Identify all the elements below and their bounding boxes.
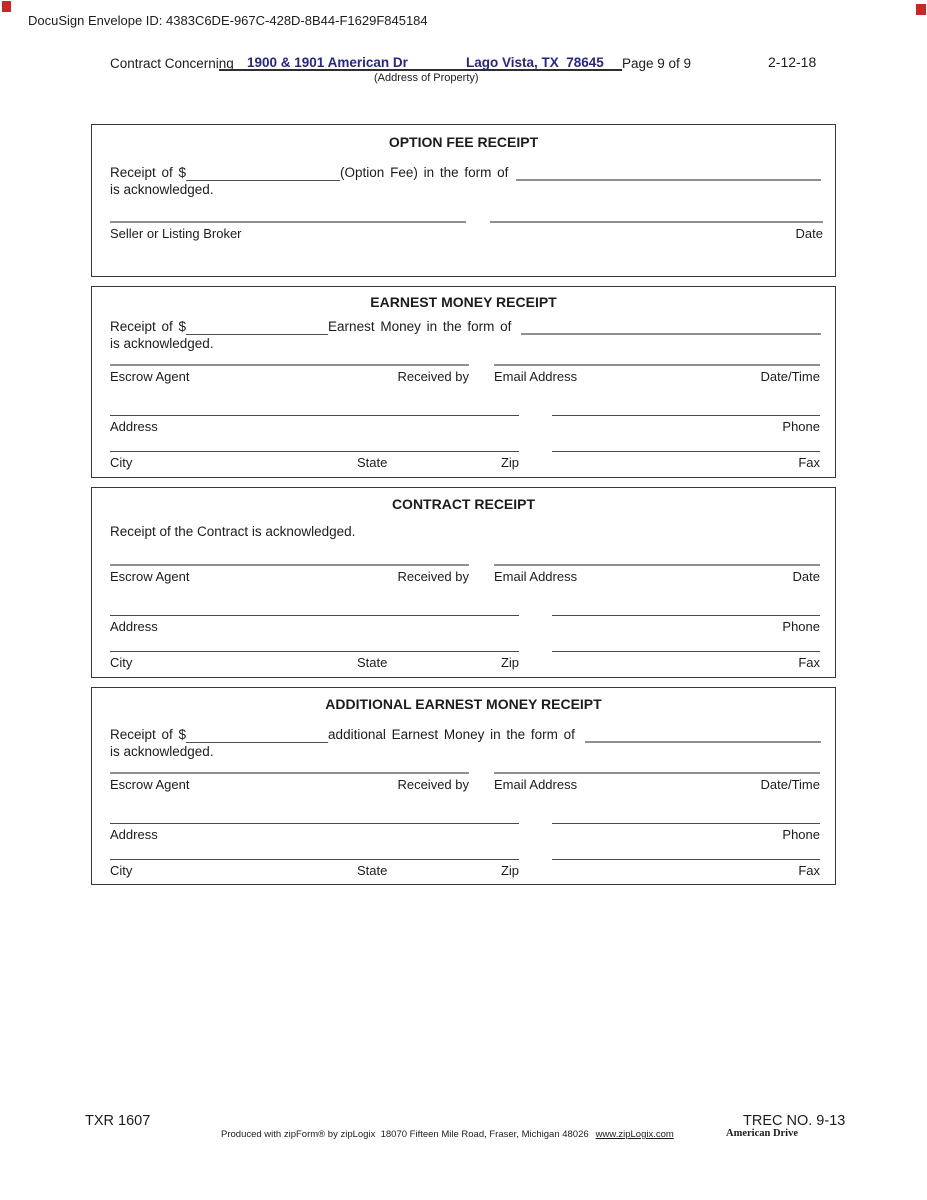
seller-or-listing-broker-label: Seller or Listing Broker bbox=[110, 226, 242, 241]
acknowledged-text: is acknowledged. bbox=[110, 336, 214, 351]
em-city-zip-labels bbox=[110, 455, 519, 470]
date-signature-line bbox=[490, 221, 823, 223]
phone-line bbox=[552, 615, 820, 616]
escrow-agent-label: Escrow Agent bbox=[110, 777, 190, 792]
city-label: City bbox=[110, 655, 133, 670]
cr-phone-label-row bbox=[552, 619, 820, 634]
form-code: TXR 1607 bbox=[85, 1113, 151, 1129]
red-scan-mark-left bbox=[2, 1, 11, 12]
fax-line bbox=[552, 451, 820, 452]
additional-earnest-money-title: ADDITIONAL EARNEST MONEY RECEIPT bbox=[325, 696, 602, 712]
trec-number: TREC NO. 9-13 bbox=[743, 1113, 846, 1129]
option-fee-title: OPTION FEE RECEIPT bbox=[388, 134, 539, 150]
em-phone-label-row bbox=[552, 419, 820, 434]
email-address-label: Email Address bbox=[494, 777, 578, 792]
em-row1-left-labels bbox=[110, 369, 469, 384]
earnest-money-receipt-box bbox=[91, 286, 836, 478]
fax-label: Fax bbox=[798, 655, 820, 670]
city-label: City bbox=[110, 863, 133, 878]
city-state-zip-line bbox=[110, 859, 519, 860]
page-indicator: Page 9 of 9 bbox=[622, 56, 692, 71]
option-fee-receipt-line bbox=[110, 165, 821, 181]
produced-by-text: Produced with zipForm® by zipLogix 18070 Fifteen Mile Road, Fraser, Michigan 48026 bbox=[221, 1129, 589, 1140]
seller-signature-line bbox=[110, 221, 466, 223]
city-state-zip-line bbox=[110, 651, 519, 652]
email-line bbox=[494, 564, 820, 566]
contract-receipt-body: Receipt of the Contract is acknowledged. bbox=[110, 524, 356, 539]
property-reference: American Drive bbox=[726, 1128, 799, 1139]
earnest-money-form-blank bbox=[521, 319, 821, 335]
aem-fax-label-row bbox=[552, 863, 820, 878]
address-line bbox=[110, 823, 519, 824]
email-line bbox=[494, 772, 820, 774]
receipt-suffix: additional Earnest Money in the form of bbox=[328, 727, 575, 742]
cr-row1-left-labels bbox=[110, 569, 469, 584]
receipt-prefix: Receipt of $ bbox=[110, 319, 187, 334]
zip-label: Zip bbox=[500, 655, 519, 670]
property-city-state-zip: Lago Vista, TX 78645 bbox=[466, 55, 604, 70]
receipt-prefix: Receipt of $ bbox=[110, 727, 187, 742]
cr-fax-label-row bbox=[552, 655, 820, 670]
contract-receipt-title: CONTRACT RECEIPT bbox=[391, 496, 536, 512]
aem-city-zip-labels bbox=[110, 863, 519, 878]
received-by-label: Received by bbox=[397, 569, 469, 584]
fax-label: Fax bbox=[798, 455, 820, 470]
escrow-agent-line bbox=[110, 772, 469, 774]
zip-label: Zip bbox=[500, 863, 519, 878]
additional-earnest-money-receipt-box bbox=[91, 687, 836, 885]
address-line bbox=[110, 415, 519, 416]
state-label: State bbox=[357, 863, 388, 878]
email-address-label: Email Address bbox=[494, 369, 578, 384]
fax-line bbox=[552, 859, 820, 860]
date-label: Date bbox=[795, 226, 823, 241]
acknowledged-text: is acknowledged. bbox=[110, 744, 214, 759]
escrow-agent-label: Escrow Agent bbox=[110, 369, 190, 384]
email-line bbox=[494, 364, 820, 366]
property-street: 1900 & 1901 American Dr bbox=[247, 55, 408, 70]
contract-receipt-box bbox=[91, 487, 836, 678]
received-by-label: Received by bbox=[397, 777, 469, 792]
phone-line bbox=[552, 823, 820, 824]
option-fee-amount-blank bbox=[186, 165, 340, 181]
cr-row1-right-labels bbox=[494, 569, 820, 584]
escrow-agent-line bbox=[110, 364, 469, 366]
date-time-label: Date/Time bbox=[760, 777, 820, 792]
produced-by-line bbox=[221, 1129, 674, 1140]
city-label: City bbox=[110, 455, 133, 470]
address-label: Address bbox=[110, 827, 158, 842]
escrow-agent-line bbox=[110, 564, 469, 566]
address-label: Address bbox=[110, 419, 158, 434]
state-label: State bbox=[357, 455, 388, 470]
received-by-label: Received by bbox=[397, 369, 469, 384]
contract-concerning-label: Contract Concerning bbox=[110, 56, 234, 71]
option-fee-form-blank bbox=[516, 165, 821, 181]
zip-label: Zip bbox=[500, 455, 519, 470]
earnest-money-amount-blank bbox=[186, 319, 328, 335]
date-time-label: Date/Time bbox=[760, 369, 820, 384]
additional-form-blank bbox=[585, 727, 821, 743]
earnest-money-title: EARNEST MONEY RECEIPT bbox=[370, 294, 557, 310]
phone-label: Phone bbox=[782, 419, 820, 434]
option-fee-receipt-box bbox=[91, 124, 836, 277]
acknowledged-text: is acknowledged. bbox=[110, 182, 214, 197]
receipt-suffix: Earnest Money in the form of bbox=[328, 319, 512, 334]
phone-label: Phone bbox=[782, 619, 820, 634]
option-fee-label-row bbox=[110, 226, 823, 241]
address-of-property-caption: (Address of Property) bbox=[374, 72, 479, 84]
date-label: Date bbox=[792, 569, 820, 584]
aem-row1-right-labels bbox=[494, 777, 820, 792]
fax-label: Fax bbox=[798, 863, 820, 878]
email-address-label: Email Address bbox=[494, 569, 578, 584]
phone-line bbox=[552, 415, 820, 416]
address-line bbox=[110, 615, 519, 616]
state-label: State bbox=[357, 655, 388, 670]
additional-earnest-money-receipt-line bbox=[110, 727, 821, 743]
cr-city-zip-labels bbox=[110, 655, 519, 670]
phone-label: Phone bbox=[782, 827, 820, 842]
aem-phone-label-row bbox=[552, 827, 820, 842]
earnest-money-receipt-line bbox=[110, 319, 821, 335]
em-row1-right-labels bbox=[494, 369, 820, 384]
docusign-envelope-id: DocuSign Envelope ID: 4383C6DE-967C-428D-8B44-F1629F845184 bbox=[28, 13, 428, 28]
receipt-suffix: (Option Fee) in the form of bbox=[340, 165, 509, 180]
red-scan-mark-right bbox=[916, 4, 926, 15]
address-label: Address bbox=[110, 619, 158, 634]
aem-row1-left-labels bbox=[110, 777, 469, 792]
receipt-prefix: Receipt of $ bbox=[110, 165, 187, 180]
city-state-zip-line bbox=[110, 451, 519, 452]
escrow-agent-label: Escrow Agent bbox=[110, 569, 190, 584]
additional-amount-blank bbox=[186, 727, 328, 743]
em-fax-label-row bbox=[552, 455, 820, 470]
ziplogix-link[interactable]: www.zipLogix.com bbox=[595, 1129, 674, 1140]
fax-line bbox=[552, 651, 820, 652]
contract-date: 2-12-18 bbox=[768, 54, 817, 70]
